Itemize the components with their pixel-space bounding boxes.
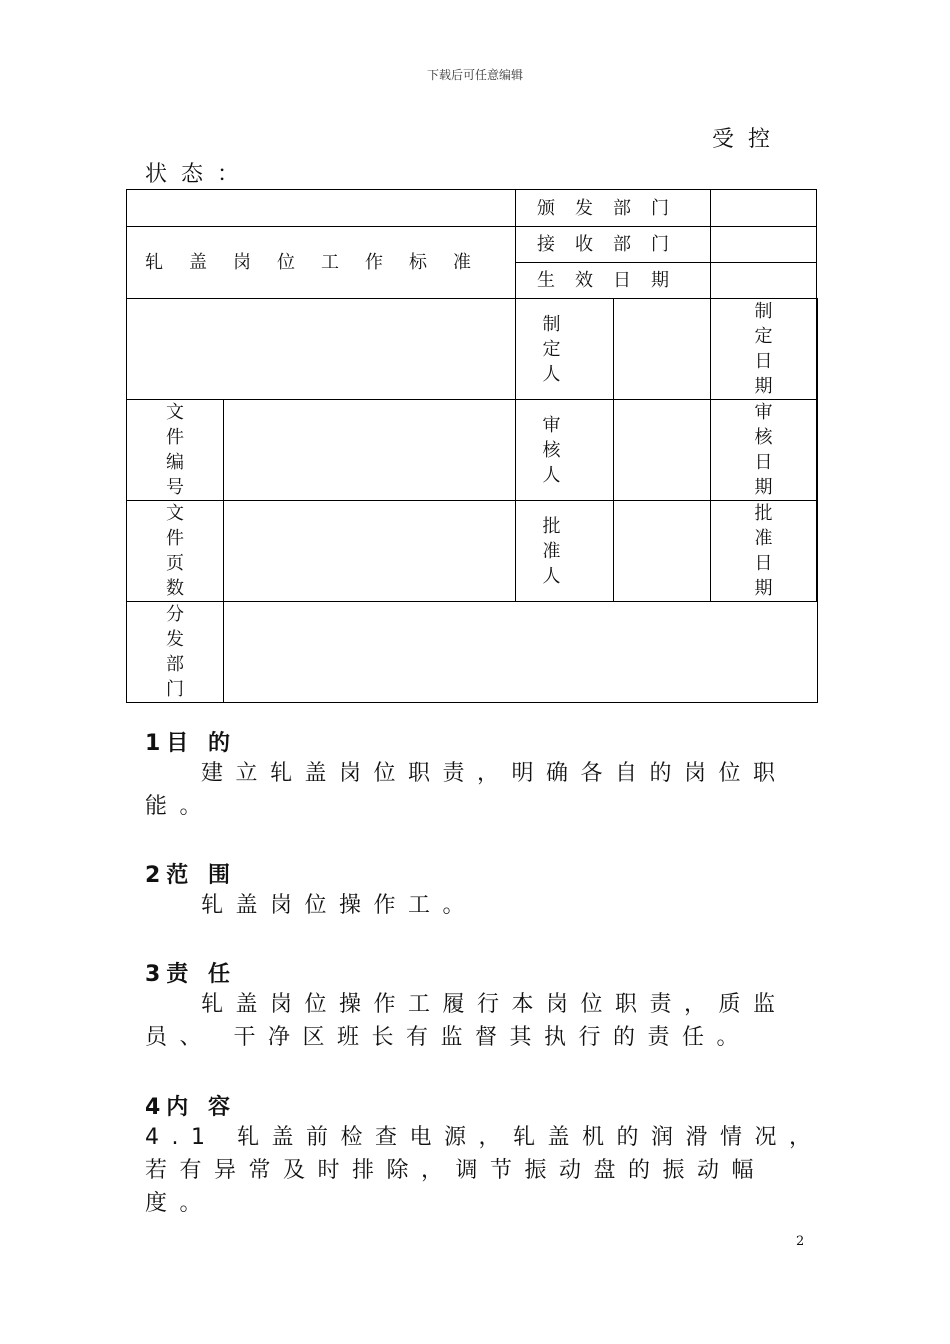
file-no-label: 文件编号	[127, 400, 224, 501]
header-note: 下载后可任意编辑	[426, 68, 523, 82]
control-label: 受控	[712, 127, 785, 152]
effective-date-value	[711, 263, 817, 299]
author-blank-cell	[127, 299, 516, 400]
approver-value	[614, 501, 711, 602]
approve-date-value	[817, 501, 818, 602]
receive-dept-label: 接收部门	[516, 227, 711, 263]
document-info-table	[126, 189, 818, 703]
distribution-label: 分发部门	[127, 602, 224, 703]
section-1-body: 建立轧盖岗位职责，明确各自的岗位职能。	[145, 761, 788, 819]
file-no-value	[224, 400, 516, 501]
status-label: 状态：	[145, 162, 254, 187]
section-1-title: 1目 的	[145, 731, 236, 756]
section-2-body: 轧盖岗位操作工。	[201, 893, 478, 918]
review-date-value	[817, 400, 818, 501]
page-count-value	[224, 501, 516, 602]
section-4-title: 4内 容	[145, 1095, 236, 1120]
distribution-value	[224, 602, 818, 703]
author-date-label: 制定日期	[711, 299, 817, 400]
section-4-body: 4.1 轧盖前检查电源，轧盖机的润滑情况， 若有异常及时排除，调节振动盘的振动幅度。	[145, 1125, 824, 1216]
document-title: 轧盖岗位工作标准	[127, 227, 516, 299]
author-value	[614, 299, 711, 400]
review-date-label: 审核日期	[711, 400, 817, 501]
section-3-body: 轧盖岗位操作工履行本岗位职责，质监员、 干净区班长有监督其执行的责任。	[145, 992, 788, 1050]
reviewer-label: 审核人	[516, 400, 614, 501]
issue-dept-label: 颁发部门	[516, 190, 711, 227]
effective-date-label: 生效日期	[516, 263, 711, 299]
author-date-value	[817, 299, 818, 400]
section-2-title: 2范 围	[145, 863, 236, 888]
issue-dept-value	[711, 190, 817, 227]
page-count-label: 文件页数	[127, 501, 224, 602]
receive-dept-value	[711, 227, 817, 263]
approve-date-label: 批准日期	[711, 501, 817, 602]
page-number: 2	[796, 1234, 805, 1249]
section-3-title: 3责 任	[145, 962, 236, 987]
title-blank-cell	[127, 190, 516, 227]
reviewer-value	[614, 400, 711, 501]
approver-label: 批准人	[516, 501, 614, 602]
author-label: 制定人	[516, 299, 614, 400]
